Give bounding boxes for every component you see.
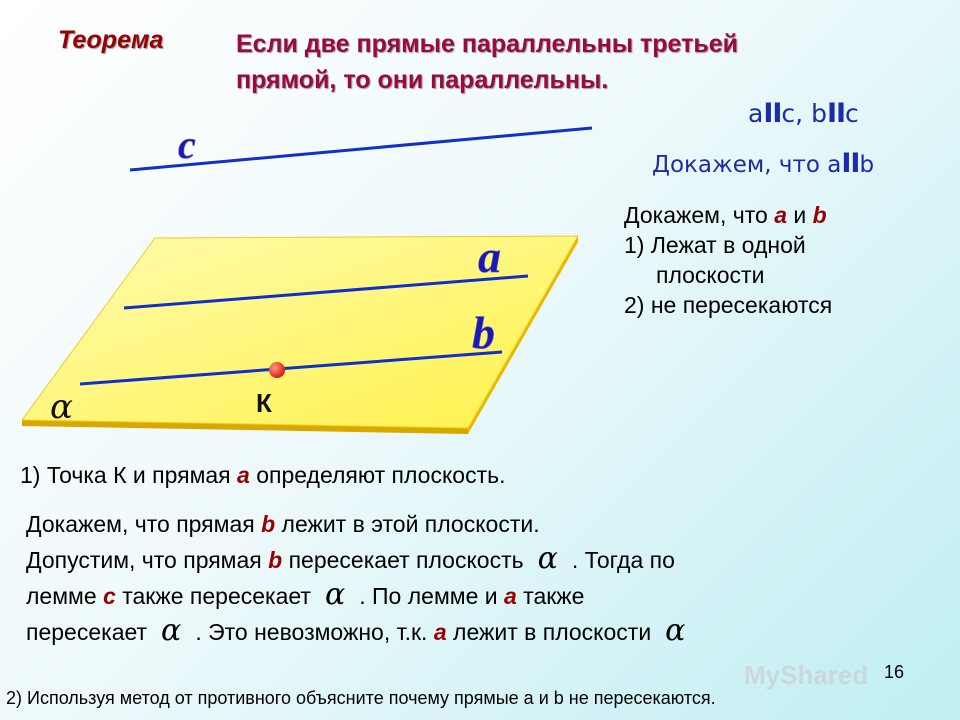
statement-line-2: прямой, то они параллельны.: [236, 66, 609, 94]
given-c2: c: [845, 99, 859, 128]
text: . Тогда по: [571, 547, 675, 573]
plan-item-1: 1) Лежат в одной: [624, 232, 806, 258]
parallel-sign: II: [826, 98, 846, 129]
alpha-symbol: α: [665, 613, 686, 648]
plan-and: и: [787, 202, 813, 228]
alpha-symbol: α: [537, 541, 558, 576]
proof-paragraph: [26, 506, 699, 650]
line-b-label: b: [472, 307, 495, 358]
parallel-sign: II: [841, 148, 860, 179]
text: лежит в этой плоскости.: [275, 511, 540, 537]
given-a: a: [748, 99, 764, 128]
theorem-label: Теорема: [58, 26, 164, 54]
text: Докажем, что прямая: [26, 511, 262, 537]
line-c: [130, 128, 592, 170]
step-1-suffix: определяют плоскость.: [249, 462, 506, 488]
text: пересекает: [26, 619, 148, 645]
plane-alpha-label: α: [50, 387, 73, 427]
point-k-label: К: [256, 388, 272, 418]
given-c1: c,: [781, 99, 812, 128]
step-1: [20, 462, 505, 489]
step-1-a: a: [237, 462, 250, 488]
text: Допустим, что прямая: [26, 547, 269, 573]
plan-intro-text: Докажем, что: [624, 202, 775, 228]
alpha-symbol: α: [161, 613, 182, 648]
parallel-sign: II: [763, 98, 782, 129]
proof-line-2: [26, 542, 699, 578]
point-k: [269, 362, 285, 378]
var-b: b: [268, 547, 283, 573]
page-number: 16: [884, 662, 905, 682]
footer-task: 2) Используя метод от противного объясните почему прямые a и b не пересекаются.: [6, 688, 716, 708]
plan-a: a: [774, 202, 787, 228]
text: также: [516, 583, 585, 609]
text: лежит в плоскости: [446, 619, 652, 645]
proof-line-4: [26, 614, 699, 650]
var-a: a: [433, 619, 447, 645]
prove-a: a: [827, 152, 842, 178]
plan-item-1-cont: плоскости: [656, 262, 765, 288]
var-a: a: [503, 583, 517, 609]
var-b: b: [261, 511, 276, 537]
proof-line-3: [26, 578, 699, 614]
text: также пересекает: [115, 583, 311, 609]
text: . По лемме и: [359, 583, 504, 609]
statement-line-1: Если две прямые параллельны третьей: [236, 30, 738, 58]
plan-b: b: [812, 202, 827, 228]
given-b: b: [811, 99, 827, 128]
text: . Это невозможно, т.к.: [195, 619, 434, 645]
alpha-symbol: α: [324, 577, 346, 612]
prove-b: b: [859, 152, 875, 178]
plan-item-2: 2) не пересекаются: [624, 292, 833, 318]
text: пересекает плоскость: [282, 547, 524, 573]
line-a-label: a: [478, 231, 501, 282]
var-c: c: [103, 583, 116, 609]
text: лемме: [26, 583, 104, 609]
watermark-logo: MyShared: [744, 660, 869, 690]
line-c-label: c: [178, 122, 196, 167]
proof-line-1: [26, 506, 699, 542]
step-1-prefix: 1) Точка К и прямая: [20, 462, 238, 488]
prove-prefix: Докажем, что: [652, 152, 828, 178]
